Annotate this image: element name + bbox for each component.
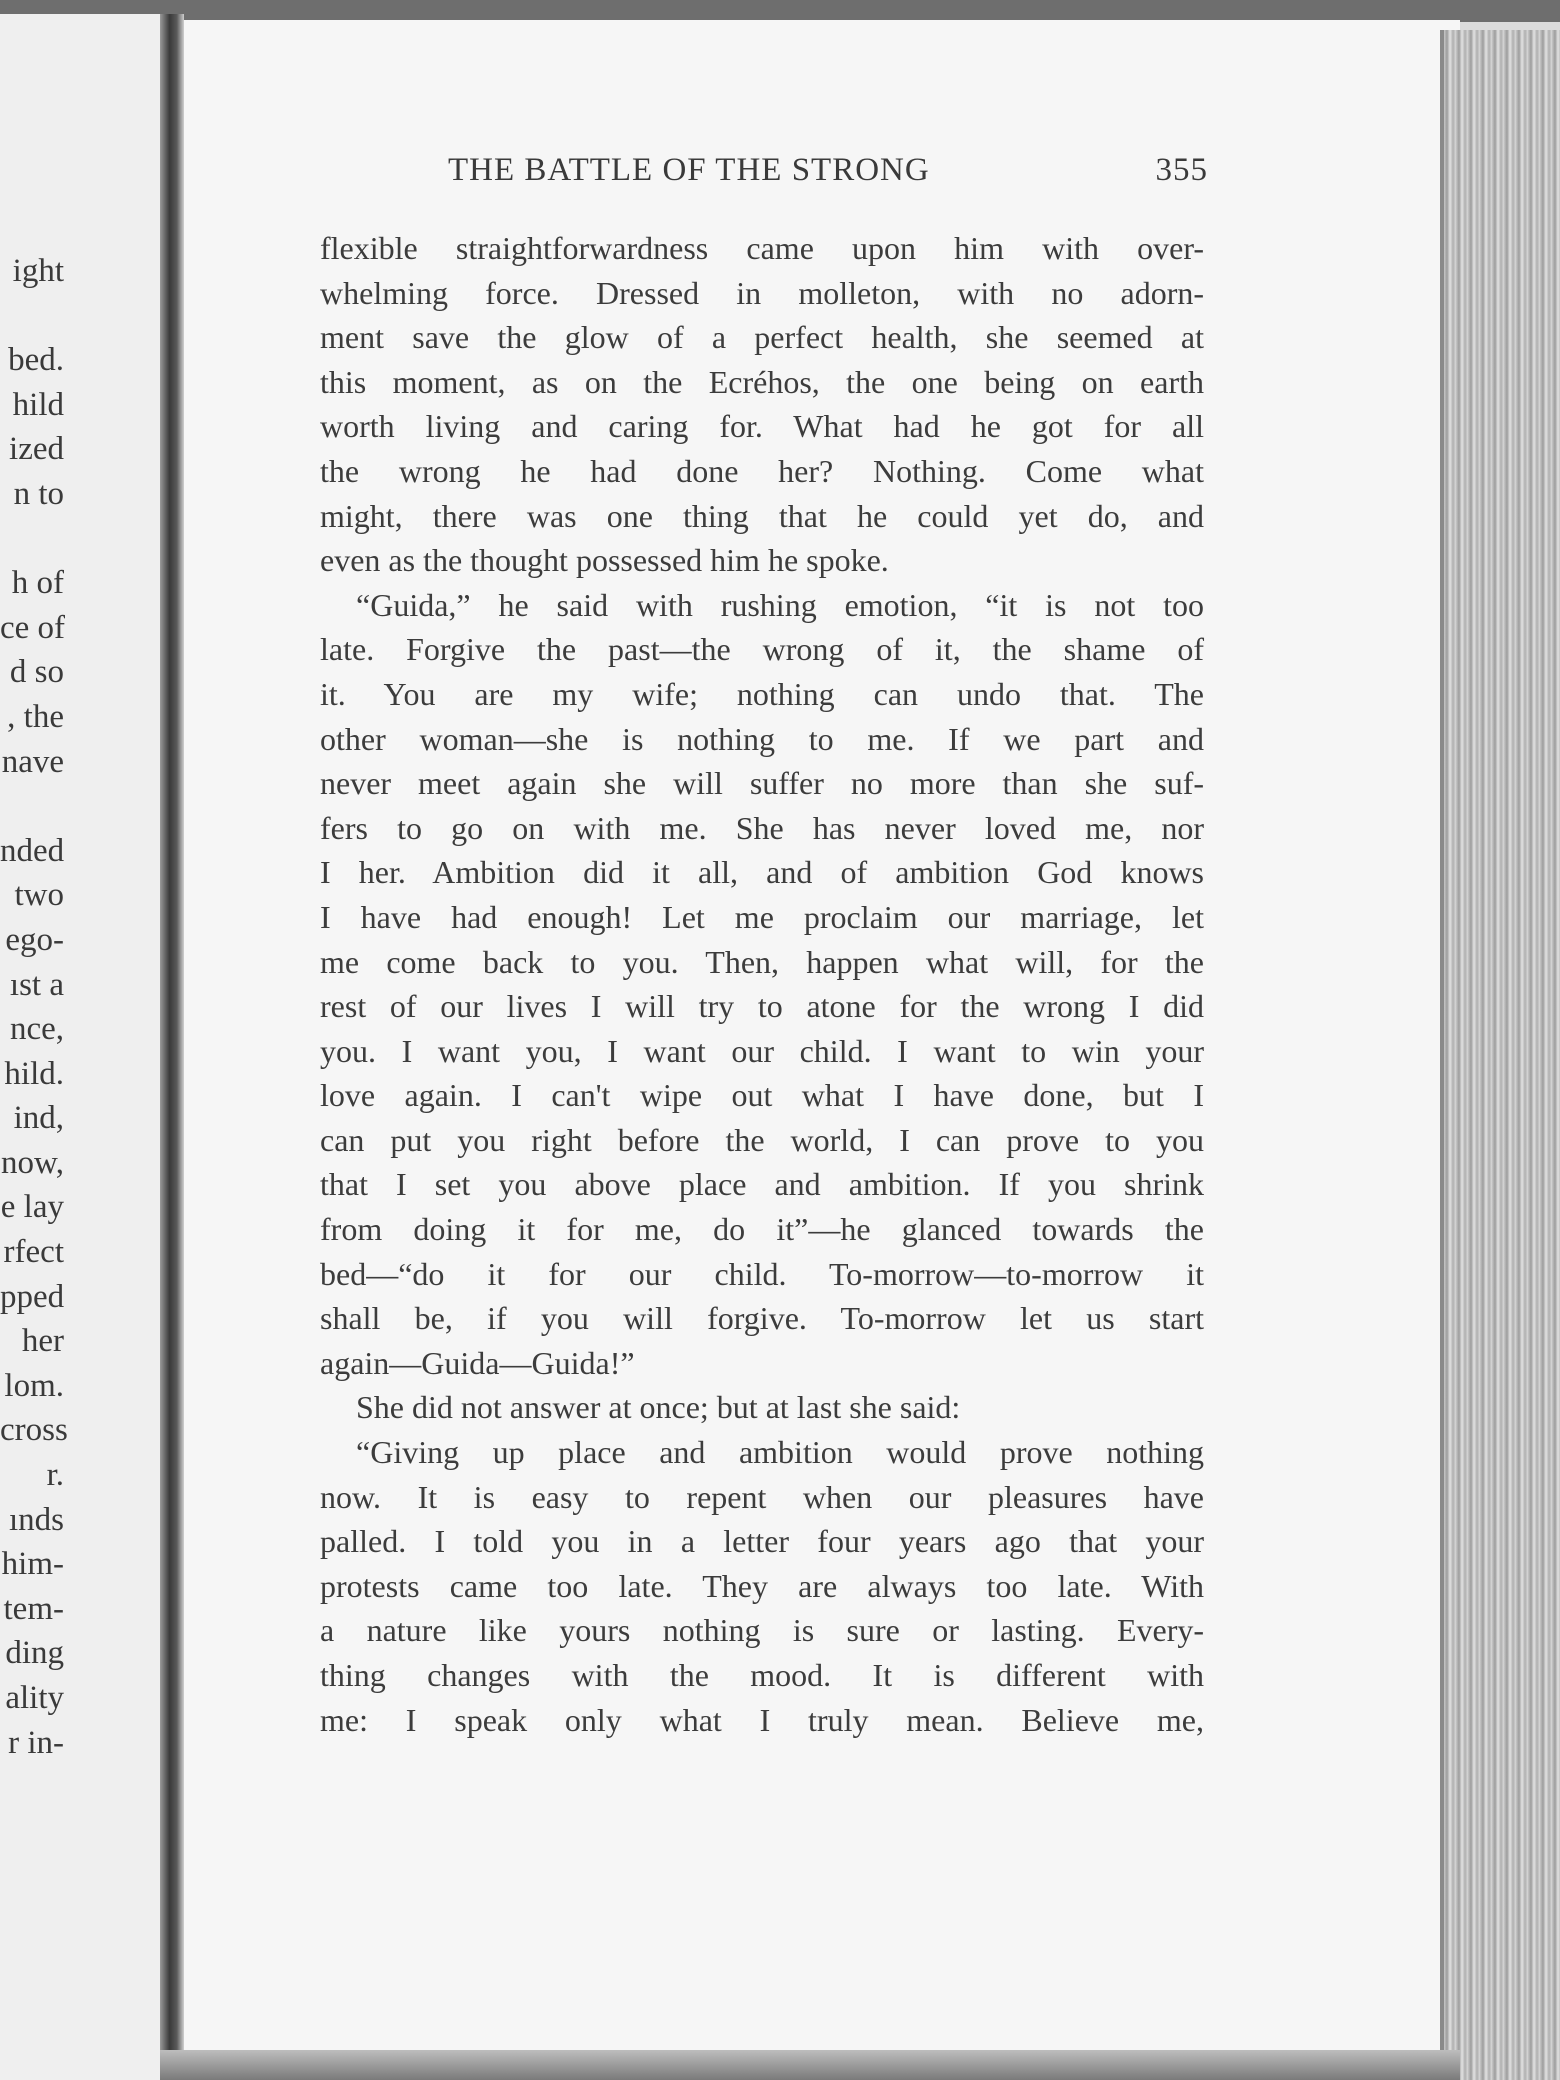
left-page-text-fragments [0, 249, 160, 1765]
running-head-title: THE BATTLE OF THE STRONG [448, 152, 930, 188]
left-fragment-line: ized [9, 431, 64, 468]
text-line: a nature like yours nothing is sure or lasting. Every- [320, 1612, 1204, 1649]
text-line: bed—“do it for our child. To-morrow—to-morrow it [320, 1255, 1204, 1292]
text-line: can put you right before the world, I can prove to you [320, 1121, 1204, 1158]
text-line: love again. I can't wipe out what I have done, but I [320, 1077, 1204, 1114]
text-line: other woman—she is nothing to me. If we part and [320, 720, 1204, 757]
left-fragment-line: ind, [13, 1100, 64, 1137]
text-line: thing changes with the mood. It is different with [320, 1657, 1204, 1693]
scan-top-edge [0, 0, 1560, 22]
left-fragment-line: e lay [0, 1189, 64, 1226]
text-line: whelming force. Dressed in molleton, with no adorn- [320, 274, 1204, 311]
text-line: this moment, as on the Ecréhos, the one being on earth [320, 363, 1204, 400]
text-line: palled. I told you in a letter four years ago that your [320, 1523, 1204, 1560]
text-line: shall be, if you will forgive. To-morrow let us start [320, 1300, 1204, 1337]
left-fragment-line: cross [0, 1412, 68, 1449]
text-line: late. Forgive the past—the wrong of it, the shame of [320, 631, 1204, 668]
left-fragment-line: r. [46, 1457, 64, 1494]
text-line: She did not answer at once; but at last she said: [356, 1389, 961, 1426]
left-fragment-line: ding [5, 1635, 64, 1672]
text-line: “Guida,” he said with rushing emotion, “it is not too [356, 586, 1204, 623]
left-fragment-line: lom. [4, 1367, 64, 1404]
left-page [0, 14, 165, 2080]
left-fragment-line: tem- [3, 1590, 64, 1627]
text-line: I have had enough! Let me proclaim our marriage, let [320, 898, 1204, 935]
text-line: me come back to you. Then, happen what will, for the [320, 943, 1204, 980]
left-fragment-line [0, 784, 160, 829]
left-fragment-line: ight [12, 253, 64, 289]
text-line: it. You are my wife; nothing can undo that. The [320, 675, 1204, 712]
text-line: protests came too late. They are always too late. With [320, 1567, 1204, 1604]
left-fragment-line: d so [9, 654, 64, 691]
left-fragment-line: nave [1, 743, 64, 780]
left-fragment-line: bed. [8, 342, 64, 379]
page-body-text [320, 226, 1204, 1742]
left-fragment-line: n to [13, 475, 64, 512]
left-fragment-line: r in- [8, 1724, 64, 1761]
text-line: you. I want you, I want our child. I want to win your [320, 1032, 1204, 1069]
left-fragment-line: ınds [8, 1501, 64, 1538]
left-fragment-line [0, 517, 160, 562]
left-fragment-line: ality [5, 1680, 64, 1716]
left-fragment-line: rfect [3, 1234, 64, 1271]
text-line: ment save the glow of a perfect health, she seemed at [320, 319, 1204, 356]
left-fragment-line: now, [1, 1144, 64, 1181]
left-fragment-line: h of [11, 565, 64, 602]
running-head [448, 152, 1208, 202]
left-fragment-line: hild. [4, 1055, 64, 1092]
text-line: flexible straightforwardness came upon him with over- [320, 230, 1204, 266]
page-fore-edge [1440, 30, 1560, 2080]
text-line: I her. Ambition did it all, and of ambition God knows [320, 854, 1204, 891]
page-number: 355 [1155, 152, 1208, 188]
left-fragment-line [0, 294, 160, 339]
text-line: that I set you above place and ambition. If you shrink [320, 1166, 1204, 1203]
left-fragment-line: pped [0, 1278, 65, 1315]
text-line: again—Guida—Guida!” [320, 1344, 635, 1381]
left-fragment-line: hild [12, 386, 64, 423]
text-line: from doing it for me, do it”—he glanced towards the [320, 1211, 1204, 1248]
left-fragment-line: ego- [5, 921, 64, 958]
left-fragment-line: , the [7, 698, 64, 735]
left-fragment-line: her [21, 1323, 64, 1360]
text-line: might, there was one thing that he could yet do, and [320, 497, 1204, 534]
text-line: never meet again she will suffer no more than she suf- [320, 765, 1204, 802]
left-fragment-line: nded [0, 832, 65, 869]
book-gutter [160, 14, 184, 2080]
text-line: me: I speak only what I truly mean. Believe me, [320, 1701, 1204, 1738]
left-fragment-line: ıst a [9, 966, 64, 1003]
left-fragment-line: him- [1, 1546, 64, 1583]
left-fragment-line: ce of [0, 609, 66, 646]
text-line: rest of our lives I will try to atone for the wrong I did [320, 988, 1204, 1025]
left-fragment-line: two [14, 877, 64, 914]
text-line: “Giving up place and ambition would prove nothing [356, 1434, 1204, 1471]
text-line: worth living and caring for. What had he got for all [320, 408, 1204, 445]
text-line: even as the thought possessed him he spoke. [320, 542, 889, 579]
left-fragment-line: nce, [9, 1011, 64, 1048]
scan-bottom-edge [160, 2050, 1460, 2080]
text-line: now. It is easy to repent when our pleasures have [320, 1478, 1204, 1515]
text-line: the wrong he had done her? Nothing. Come what [320, 452, 1204, 489]
text-line: fers to go on with me. She has never loved me, nor [320, 809, 1204, 846]
